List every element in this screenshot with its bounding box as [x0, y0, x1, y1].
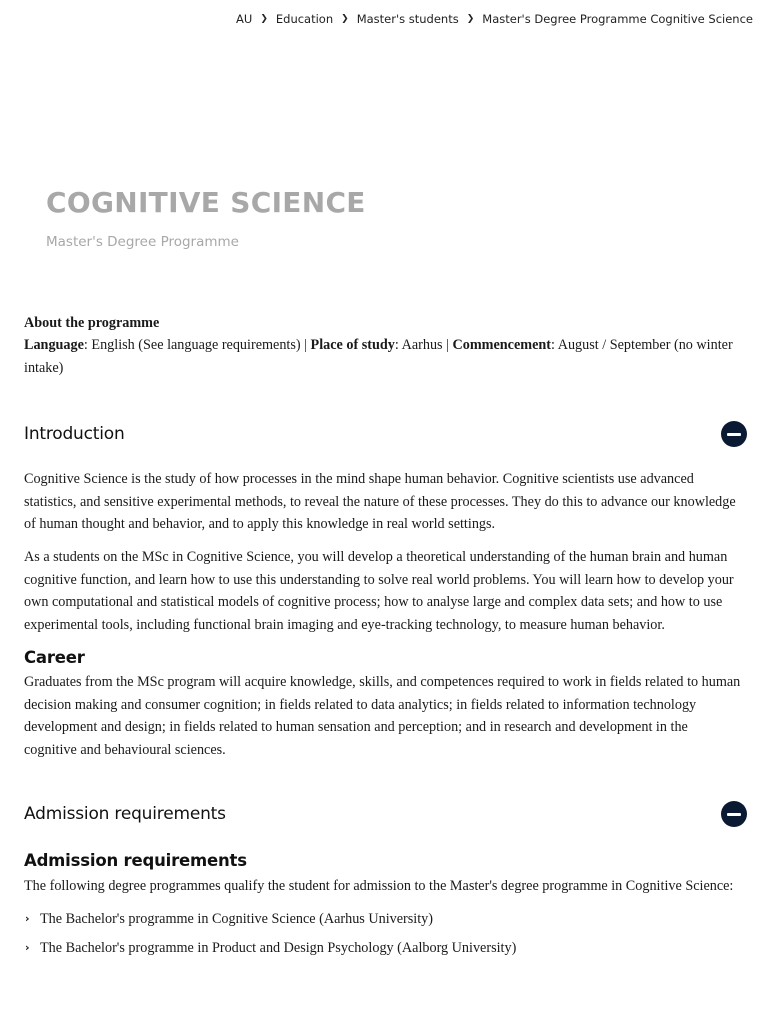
- admission-accordion-header[interactable]: [24, 801, 742, 827]
- qualifying-programmes-list: [24, 908, 742, 959]
- introduction-paragraph: Cognitive Science is the study of how processes in the mind shape human behavior. Cognitive scientists use advanced statistics, and sensitive experimental methods, to reveal the nature of these processes. They do this to advance our knowledge of human thought and behavior, and to apply this knowledge in real world settings.: [24, 471, 736, 533]
- admission-title: Admission requirements: [24, 803, 226, 824]
- about-section: [24, 312, 742, 379]
- introduction-accordion-header[interactable]: [24, 421, 742, 447]
- introduction-title: Introduction: [24, 424, 125, 445]
- commencement-label: Commencement: [452, 337, 552, 354]
- place-label: Place of study: [310, 337, 395, 354]
- chevron-right-icon: ›: [25, 940, 30, 954]
- main-content: [24, 312, 742, 966]
- breadcrumb: [236, 12, 753, 26]
- page-title: COGNITIVE SCIENCE: [46, 186, 366, 219]
- admission-intro: The following degree programmes qualify the student for admission to the Master's degree programme in Cognitive Science:: [24, 877, 734, 894]
- introduction-paragraph: As a students on the MSc in Cognitive Science, you will develop a theoretical understanding of the human brain and human cognitive function, and learn how to use this understanding to solve real world problems. You will learn how to develop your own computational and statistical models of cognitive process; how to analyse large and complex data sets; and how to use experimental tools, including functional brain imaging and eye-tracking technology, to measure human behavior.: [24, 549, 734, 633]
- commencement-value: : August / September (no winter intake): [24, 337, 733, 376]
- breadcrumb-link-masters-students[interactable]: Master's students: [356, 12, 459, 26]
- about-heading: About the programme: [24, 315, 160, 331]
- list-item-text: The Bachelor's programme in Cognitive Science (Aarhus University): [40, 910, 433, 927]
- breadcrumb-link-au[interactable]: AU: [236, 12, 253, 26]
- breadcrumb-current: Master's Degree Programme Cognitive Science: [482, 12, 753, 26]
- collapse-icon[interactable]: [721, 801, 747, 827]
- list-item: [24, 937, 742, 959]
- page-subtitle: Master's Degree Programme: [46, 234, 239, 250]
- career-title: Career: [24, 648, 85, 668]
- career-paragraph: Graduates from the MSc program will acquire knowledge, skills, and competences required to work in fields related to human decision making and consumer cognition; in fields related to data analytics; in fields related to information technology development and design; in fields related to human sensation and perception; and in research and development in the cognitive and behavioural sciences.: [24, 674, 741, 758]
- introduction-section: [24, 421, 742, 761]
- language-value: : English (See language requirements) |: [83, 337, 311, 354]
- admission-section: [24, 801, 742, 959]
- admission-subtitle: Admission requirements: [24, 851, 247, 871]
- breadcrumb-link-education[interactable]: Education: [275, 12, 334, 26]
- list-item: [24, 908, 742, 930]
- place-value: : Aarhus |: [394, 337, 453, 354]
- chevron-right-icon: ›: [25, 911, 30, 925]
- programme-facts: [24, 334, 742, 379]
- chevron-right-icon: ❯: [466, 14, 475, 24]
- language-label: Language: [24, 337, 84, 354]
- list-item-text: The Bachelor's programme in Product and Design Psychology (Aalborg University): [40, 939, 517, 956]
- collapse-icon[interactable]: [721, 421, 747, 447]
- chevron-right-icon: ❯: [341, 14, 349, 24]
- chevron-right-icon: ❯: [260, 14, 268, 24]
